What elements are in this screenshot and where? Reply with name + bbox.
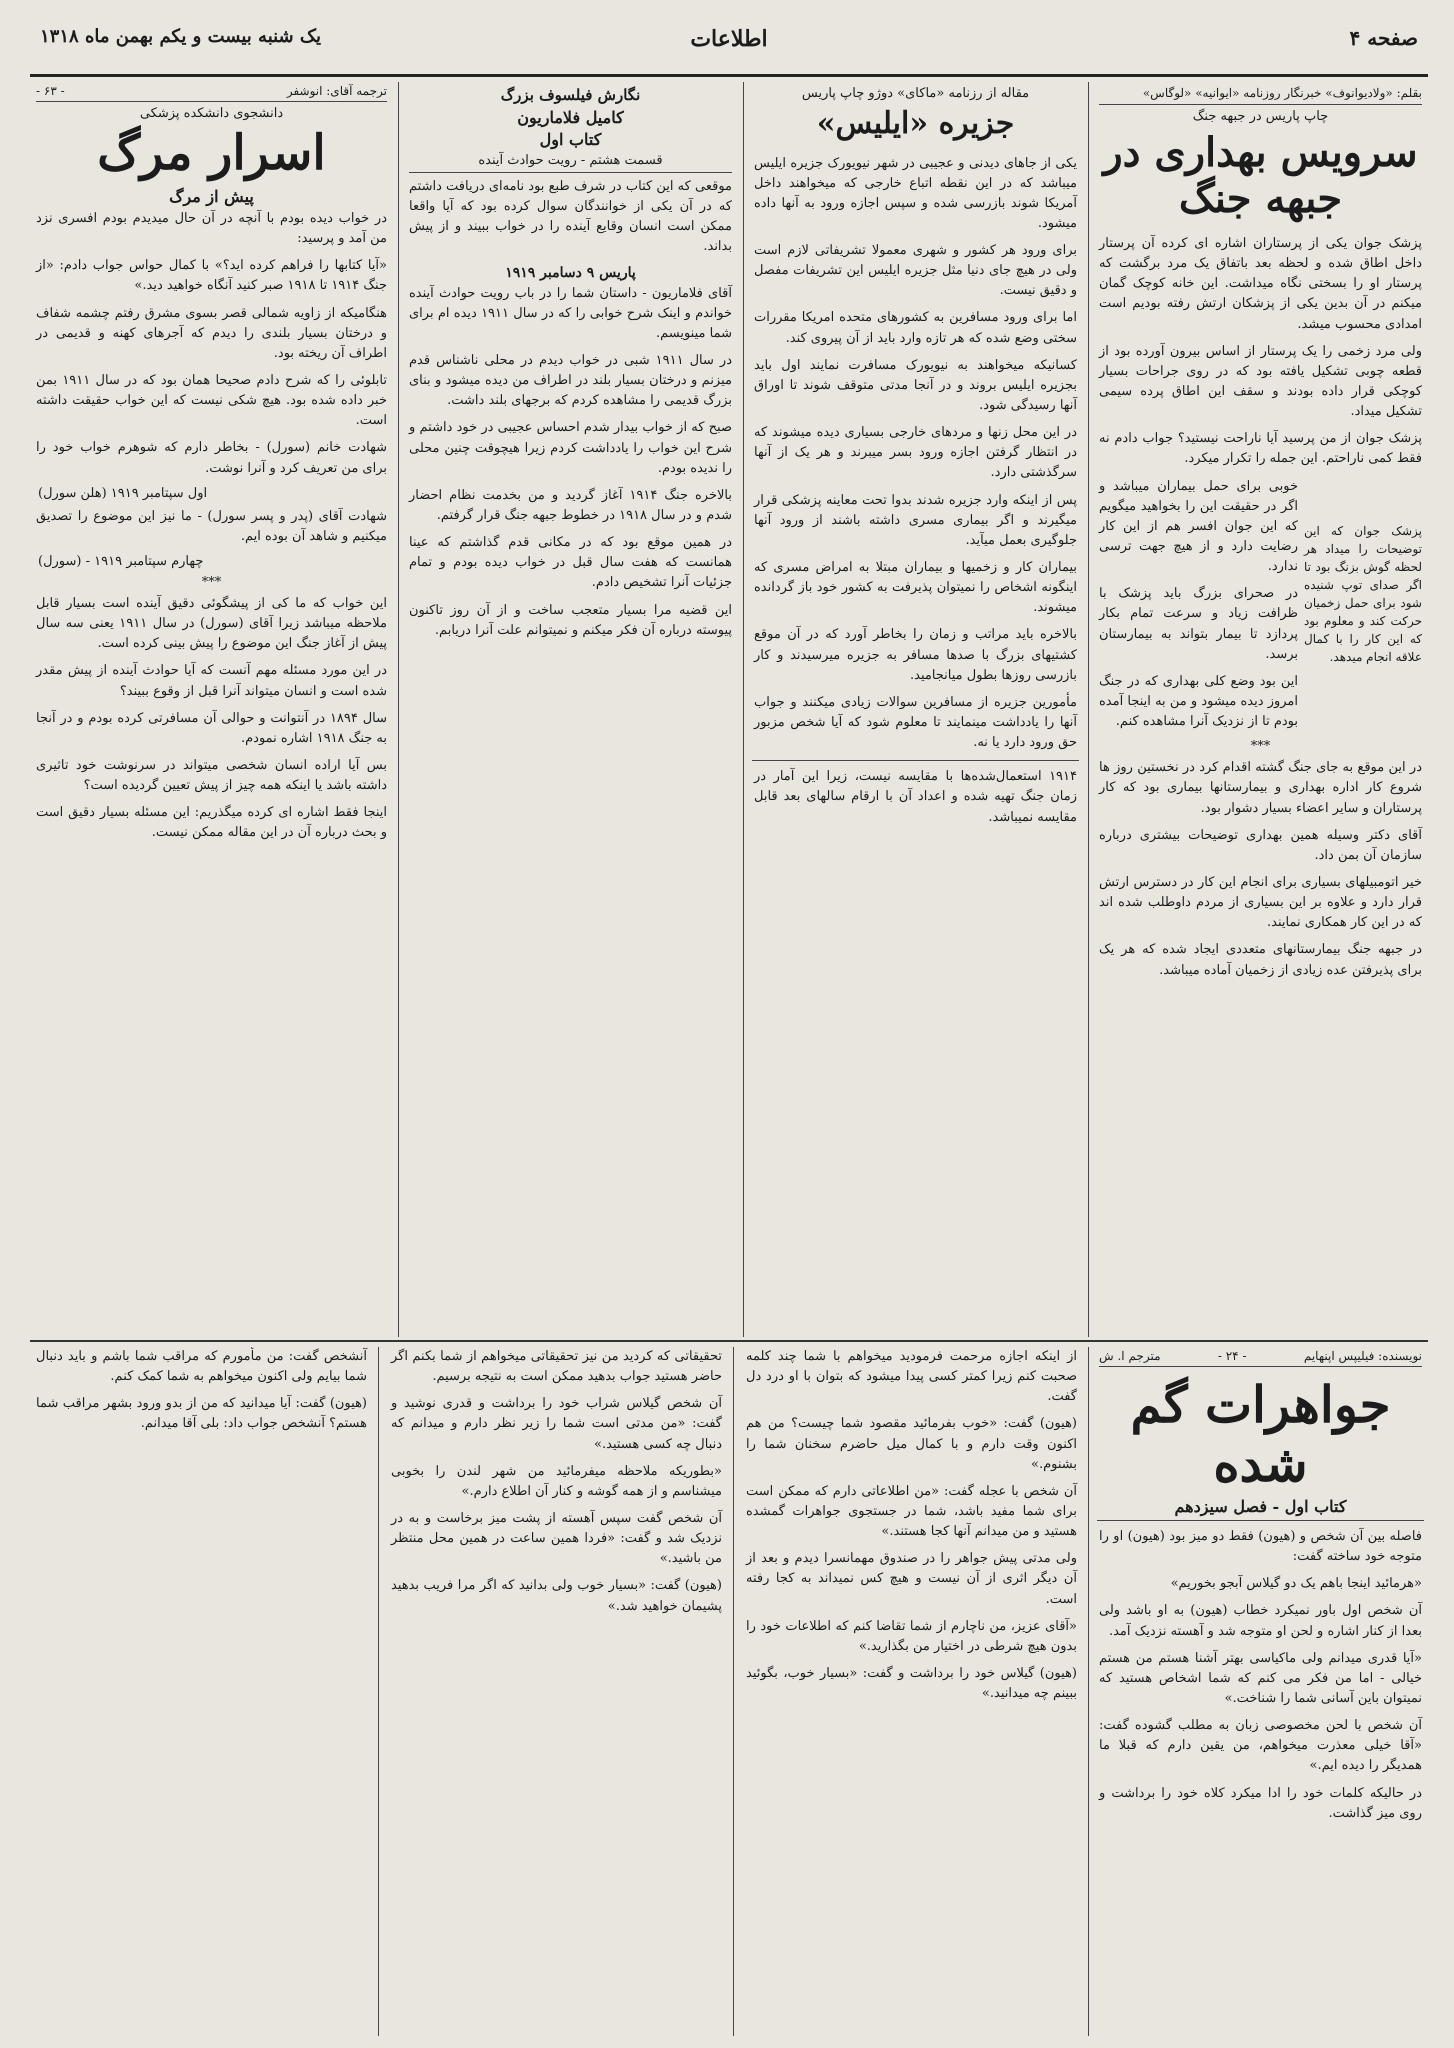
paragraph: در این مورد مسئله مهم آنست که آیا حوادث آینده از پیش مقدر شده است و انسان میتواند آنرا قبل از وقوع ببیند؟ [36,663,387,699]
paragraph: مأمورین جزیره از مسافرین سوالات زیادی میکنند و جواب آنها را یادداشت مینمایند تا معلوم شود که آیا شخص مزبور حق ورود دارد یا نه. [754,694,1077,751]
issue-date: یک شنبه بیست و یکم بهمن ماه ۱۳۱۸ [40,26,322,47]
source: دانشجوی دانشکده پزشکی [139,106,284,121]
serial-lost-jewels-body [30,1347,1083,2036]
serial-header [36,84,387,102]
serial-column [385,1347,728,2036]
byline: بقلم: «ولادیوانوف» خبرنگار روزنامه «ایوانیه» «لوگاس» [1099,86,1422,105]
paragraph: آن شخص گفت سپس آهسته از پشت میز برخاست و به در نزدیک شد و گفت: «فردا همین ساعت در همین محل منتظر من باشید.» [391,1510,722,1567]
paragraph: خوبی برای حمل بیماران میباشد و اگر در حقیقت این را بخواهید میگویم که این جوان افسر هم از این کار رضایت دارد و از هیچ جهت ترسی ندارد. [1099,478,1298,575]
paragraph: صبح که از خواب بیدار شدم احساس عجیبی در خود داشتم و شرح این خواب را یادداشت کردم زیرا هیچوقت چنین محلی را ندیده بودم. [409,420,732,476]
newspaper-name: اطلاعات [690,26,768,52]
paragraph: آن شخص اول باور نمیکرد خطاب (هیون) به او باشد ولی بعدا از کنار اشاره و لحن او متوجه شد و آهسته نزدیک آمد. [1099,1603,1422,1639]
serial-number: - ۶۳ - [36,84,65,98]
paragraph: اینجا فقط اشاره ای کرده میگذریم: این مسئله بسیار دقیق است و بحث درباره آن در این مقاله ممکن نیست. [36,805,387,841]
newspaper-page [30,12,1428,2036]
subheadline: کتاب اول - فصل سیزدهم [1097,1497,1424,1521]
serial-header [1099,1349,1422,1367]
kicker: مقاله از رزنامه «ماکای» دوژو چاپ پاریس [801,86,1030,101]
serial-column [30,1347,373,2036]
paragraph: در این محل زنها و مردهای خارجی بسیاری دیده میشوند که در انتظار گرفتن اجازه ورود بسر میبرند و هر یک از آنها سرگذشتی دارد. [754,425,1077,481]
paragraph: در این موقع به جای جنگ گشته اقدام کرد در نخستین روز ها شروع کار اداره بهداری و بیمارستانها بیماری بود که کار پرستاران و سایر اعضاء بسیار دشوار بود. [1099,760,1422,816]
serial-lost-jewels-head [1093,1347,1428,2036]
part-title: قسمت هشتم - رویت حوادث آینده [409,153,732,173]
paragraph: آقای دکتر وسیله همین بهداری توضیحات بیشتری درباره سازمان آن بمن داد. [1099,827,1422,863]
paragraph: «هرمائید اینجا باهم یک دو گیلاس آبجو بخوریم» [1170,1576,1422,1592]
paragraph: «آیا کتابها را فراهم کرده اید؟» با کمال حواس جواب دادم: «از جنگ ۱۹۱۴ تا ۱۹۱۸ صبر کنید آنگاه خواهید دید.» [36,258,387,294]
top-section [30,82,1428,1337]
paragraph: در صحرای بزرگ باید پزشک با ظرافت زیاد و سرعت تمام بکار پردازد تا بیمار بتواند به بیمارستان برسد. [1099,586,1298,662]
author: نویسنده: فیلیپس اپنهایم [1303,1349,1422,1363]
paragraph: ۱۹۱۴ استعمال‌شده‌ها با مقایسه نیست، زیرا این آمار در زمان جنگ تهیه شده و اعداد آن با ارقام سالهای بعد قابل مقایسه نمیباشد. [754,769,1077,825]
paragraph: بالاخره جنگ ۱۹۱۴ آغاز گردید و من بخدمت نظام احضار شدم و در سال ۱۹۱۸ در خطوط جبهه جنگ قرار گرفتم. [409,487,732,523]
paragraph: تحقیقاتی که کردید من نیز تحقیقاتی میخواهم از شما بکنم اگر حاضر هستید جواب بدهید ممکن است به نتیجه برسیم. [391,1349,722,1385]
paragraph: آن شخص با لحن مخصوصی زبان به مطلب گشوده گفت: «آقا خیلی معذرت میخواهم، من یقین دارم که قبلا ما همدیگر را دیده ایم.» [1099,1718,1422,1774]
paragraph: پس از اینکه وارد جزیره شدند بدوا تحت معاینه پزشکی قرار میگیرند و اگر بیماری مسری داشته باشند از ورود آنها جلوگیری بعمل میآید. [754,492,1077,548]
paragraph: پزشک جوان از من پرسید آیا ناراحت نیستید؟ جواب دادم نه فقط کمی ناراحتم. این جمله را تکرار میکرد. [1099,431,1422,467]
serial-column [740,1347,1083,2036]
translator: ترجمه آقای: انوشفر [286,84,387,98]
paragraph: بیماران کار و زخمیها و بیماران مبتلا به امراض مسری که اینگونه اشخاص را نمیتوان پذیرفت به کشور خود باز گردانده میشوند. [754,560,1077,616]
paragraph: سال ۱۸۹۴ در آنتوانت و حوالی آن مسافرتی کرده بودم و در آنجا به جنگ ۱۹۱۸ اشاره نمودم. [36,710,388,746]
paragraph: پزشک جوان یکی از پرستاران اشاره ای کرده آن پرستار داخل اطاق شده و لحظه بعد باتفاق یک مرد برگشت که پرستار او را بسختی نگاه میداشت. این خانه کوچک گمان میکنم در آن بدین یکی از پزشکان ارتش رفته بودیم است امدادی محسوب میشد. [1099,236,1422,332]
paragraph: «آیا قدری میدانم ولی ماکیاسی بهتر آشنا هستم من هستم خیالی - اما من فکر می کنم که شما اشخاص هستید که نمیتوان باین آسانی شما را شناخت.» [1099,1650,1422,1706]
headline: جزیره «ایلیس» [816,106,1015,141]
paragraph: (هیون) گفت: «خوب بفرمائید مقصود شما چیست؟ من هم اکنون وقت دارم و با کمال میل حاضرم سخنان شما را بشنوم.» [746,1416,1077,1472]
signature: اول سپتامبر ۱۹۱۹ (هلن سورل) [38,485,208,501]
paragraph: در همین موقع بود که در مکانی قدم گذاشتم که عینا همانست که هفت سال قبل در خواب دیده بودم و تمام جزئیات آنرا تشخیص دادم. [409,535,732,591]
article-ellis-island [748,82,1083,1337]
paragraph: یکی از جاهای دیدنی و عجیبی در شهر نیویورک جزیره ایلیس میباشد که در این نقطه اتباع خارجی که میخواهند داخل آمریکا شوند بازرسی شده و سپس اجازه ورود به آنها داده میشود. [754,155,1077,231]
paragraph: برای ورود هر کشور و شهری معمولا تشریفاتی لازم است ولی در هیچ جای دنیا مثل جزیره ایلیس این تشریفات مفصل و دقیق نیست. [754,243,1077,299]
article-flammarion [403,82,738,1337]
translator: مترجم ا. ش [1099,1349,1161,1363]
section-divider: *** [201,574,222,590]
paragraph: اما برای ورود مسافرین به کشورهای متحده امریکا مقررات سختی وضع شده که هر تازه وارد باید از آن پیروی کند. [754,310,1077,346]
paragraph: در حالیکه کلمات خود را ادا میکرد کلاه خود را برداشت و روی میز گذاشت. [1099,1785,1422,1821]
paragraph: (هیون) گفت: آیا میدانید که من از بدو ورود بشهر مراقب شما هستم؟ آنشخص جواب داد: بلی آقا میدانم. [36,1396,367,1432]
paragraph: در جبهه جنگ بیمارستانهای متعددی ایجاد شده که هر یک برای پذیرفتن عده زیادی از زخمیان آماده میباشد. [1099,942,1422,978]
paragraph: این بود وضع کلی بهداری که در جنگ امروز دیده میشود و من به اینجا آمده بودم تا از نزدیک آنرا مشاهده کنم. [1099,673,1298,730]
paragraph: در سال ۱۹۱۱ شبی در خواب دیدم در محلی ناشناس قدم میزنم و درختان بسیار بلند در اطراف من دیده میشود و بنای بزرگ قدیمی را مشاهده کردم که برجهای بلند داشت. [409,352,733,409]
paragraph: آنشخص گفت: من مأمورم که مراقب شما باشم و باید دنبال شما بیایم ولی اکنون میخواهم به شما کمک کنم. [36,1349,367,1385]
letter-date: پاریس ۹ دسامبر ۱۹۱۹ [505,264,636,281]
paragraph: (هیون) گیلاس خود را برداشت و گفت: «بسیار خوب، بگوئید ببینم چه میدانید.» [746,1665,1077,1702]
paragraph: کسانیکه میخواهند به نیویورک مسافرت نمایند اول باید بجزیره ایلیس بروند و در آنجا مدتی متوقف شوند تا اوراق آنها رسیدگی شود. [754,357,1077,414]
article-secrets-of-death [30,82,393,1337]
paragraph: ولی مدتی پیش جواهر را در صندوق مهمانسرا دیدم و بعد از آن دیگر اثری از آن نیست و هیچ کس نمیداند به کجا رفته است. [746,1551,1077,1607]
paragraph: فاصله بین آن شخص و (هیون) فقط دو میز بود (هیون) او را متوجه خود ساخته گفت: [1099,1529,1422,1565]
article-medical-service [1093,82,1428,1337]
kicker: چاپ پاریس در جبهه جنگ [1192,109,1329,124]
paragraph: بالاخره باید مراتب و زمان را بخاطر آورد که در آن موقع کشتیهای بزرگ با صدها مسافر به جزیره میرسیدند و کار بازرسی روزها بطول میانجامید. [754,627,1077,683]
headline: جواهرات گم شده [1130,1375,1391,1493]
side-note: پزشک جوان که این توضیحات را میداد هر لحظه گوش بزنگ بود تا اگر صدای توپ شنیده شود برای حمل زخمیان حرکت کند و معلوم بود که این کار را با کمال علاقه انجام میدهد. [1304,524,1422,664]
paragraph: شهادت خانم (سورل) - بخاطر دارم که شوهرم خواب خود را برای من تعریف کرد و آنرا نوشت. [36,440,387,476]
paragraph: تابلوئی را که شرح دادم صحیحا همان بود که در سال ۱۹۱۱ بمن خبر داده شده بود. هیچ شکی نیست که این خواب حقیقت داشته است. [36,372,387,429]
author: کامیل فلاماریون [517,108,624,127]
section-divider: *** [1250,739,1271,755]
serial-number: - ۲۴ - [1217,1349,1247,1363]
kicker: نگارش فیلسوف بزرگ [500,86,641,104]
paragraph: این قضیه مرا بسیار متعجب ساخت و از آن روز تاکنون پیوسته درباره آن فکر میکنم و نمیتوانم علت آنرا دریابم. [409,602,732,638]
paragraph: ولی مرد زخمی را یک پرستار از اساس بیرون آورده بود از قطعه چوبی تشکیل یافته بود که در روی جراحات بسیار کوچکی قرار داده بودند و سقف این اطاق پرده سیمی تشکیل میداد. [1099,343,1422,420]
paragraph: آن شخص گیلاس شراب خود را برداشت و قدری نوشید و گفت: «من مدتی است شما را زیر نظر دارم و میدانم که دنبال چه کسی هستید.» [391,1396,722,1452]
paragraph: آن شخص با عجله گفت: «من اطلاعاتی دارم که ممکن است برای شما مفید باشد، شما در جستجوی جواهرات گمشده هستید و من میدانم آنها کجا هستند.» [746,1483,1077,1540]
paragraph: «آقای عزیز، من ناچارم از شما تقاضا کنم که اطلاعات خود را بدون هیچ شرطی در اختیار من بگذارید.» [746,1618,1077,1654]
paragraph: از اینکه اجازه مرحمت فرمودید میخواهم با شما چند کلمه صحبت کنم زیرا کمتر کسی پیدا میشود که بتوان با او درد دل گفت. [746,1349,1077,1405]
paragraph: (هیون) گفت: «بسیار خوب ولی بدانید که اگر مرا فریب بدهید پشیمان خواهید شد.» [391,1578,722,1614]
bottom-section [30,1347,1428,2036]
paragraph: این خواب که ما کی از پیشگوئی دقیق آینده است بسیار قابل ملاحظه میباشد زیرا آقای (سورل) در سال ۱۹۱۱ یعنی سه سال پیش از آغاز جنگ این موضوع را پیش بینی کرده است. [36,595,387,652]
paragraph: «بطوریکه ملاحظه میفرمائید من شهر لندن را بخوبی میشناسم و از همه گوشه و کنار آن اطلاع دارم.» [391,1463,722,1499]
paragraph: شهادت آقای (پدر و پسر سورل) - ما نیز این موضوع را تصدیق میکنیم و شاهد آن بوده ایم. [36,508,387,544]
subheadline: پیش از مرگ [169,187,254,206]
book-title: کتاب اول [539,130,602,149]
headline: اسرار مرگ [97,125,326,181]
paragraph: بس آیا اراده انسان شخصی میتواند در سرنوشت خود تاثیری داشته باشد یا اینکه همه چیز از پیش تعیین گردیده است؟ [36,757,387,794]
headline: سرویس بهداری در جبهه جنگ [1103,129,1418,222]
paragraph: آقای فلاماریون - داستان شما را در باب رویت حوادث آینده خواندم و اینک شرح خوابی را که در سال ۱۹۱۱ دیده ام برای شما مینویسم. [409,285,732,341]
paragraph: موقعی که این کتاب در شرف طبع بود نامه‌ای دریافت داشتم که در آن یکی از خوانندگان سوال کرده بود که آیا واقعا ممکن است انسان وقایع آینده را در خواب ببیند و از پیش بداند. [409,179,732,255]
page-number: صفحه ۴ [1349,26,1418,50]
paragraph: در خواب دیده بودم با آنچه در آن حال میدیدم بودم افسری نزد من آمد و پرسید: [36,211,387,247]
signature: چهارم سپتامبر ۱۹۱۹ - (سورل) [38,553,204,569]
page-header [30,12,1428,77]
paragraph: خیر اتومبیلهای بسیاری برای انجام این کار در دسترس ارتش قرار دارد و علاوه بر این بسیاری از مردم داوطلب شده اند که در این کار همکاری نمایند. [1099,874,1422,931]
paragraph: هنگامیکه از زاویه شمالی قصر بسوی مشرق رفتم چشمه شفاف و درختان بسیار بلندی را دیدم که آجرهای کهنه و قدیمی در اطراف آن ریخته بود. [36,305,387,361]
